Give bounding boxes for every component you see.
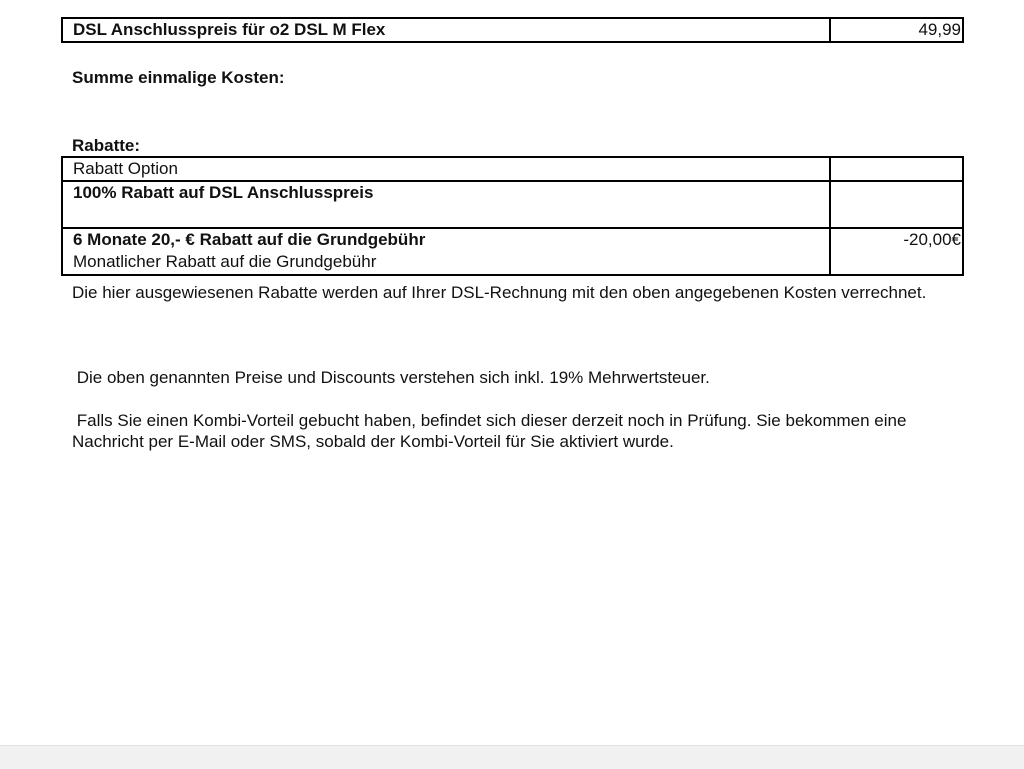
discount-table — [61, 156, 964, 276]
discount-table-header-row — [62, 157, 963, 181]
discount-amount: -20,00€ — [830, 228, 963, 275]
discount-cell — [62, 228, 830, 275]
discount-row — [62, 228, 963, 275]
discount-subtitle: Monatlicher Rabatt auf die Grundgebühr — [73, 252, 377, 271]
discount-amount — [830, 181, 963, 228]
discount-title: 6 Monate 20,- € Rabatt auf die Grundgebühr — [73, 230, 426, 249]
discount-table-header-amount — [830, 157, 963, 181]
note-kombi-vorteil: Falls Sie einen Kombi-Vorteil gebucht haben, befindet sich dieser derzeit noch in Prüfung. Sie bekommen eine Nachricht per E-Mail oder SMS, sobald der Kombi-Vorteil für Sie aktiviert wurde. — [72, 411, 912, 451]
cost-row — [62, 18, 963, 42]
discounts-label: Rabatte: — [72, 136, 141, 155]
discount-table-header: Rabatt Option — [62, 157, 830, 181]
note-vat: Die oben genannten Preise und Discounts verstehen sich inkl. 19% Mehrwertsteuer. — [72, 368, 710, 387]
one-time-total-label: Summe einmalige Kosten: — [72, 68, 285, 87]
cost-label: DSL Anschlusspreis für o2 DSL M Flex — [62, 18, 830, 42]
discount-title: 100% Rabatt auf DSL Anschlusspreis — [73, 183, 374, 202]
cost-table — [61, 17, 964, 43]
cost-amount: 49,99 — [830, 18, 963, 42]
note-discounts-billing: Die hier ausgewiesenen Rabatte werden auf Ihrer DSL-Rechnung mit den oben angegebenen Kosten verrechnet. — [72, 283, 927, 302]
discount-row — [62, 181, 963, 228]
viewer-bottom-bar — [0, 745, 1024, 769]
discount-cell — [62, 181, 830, 228]
